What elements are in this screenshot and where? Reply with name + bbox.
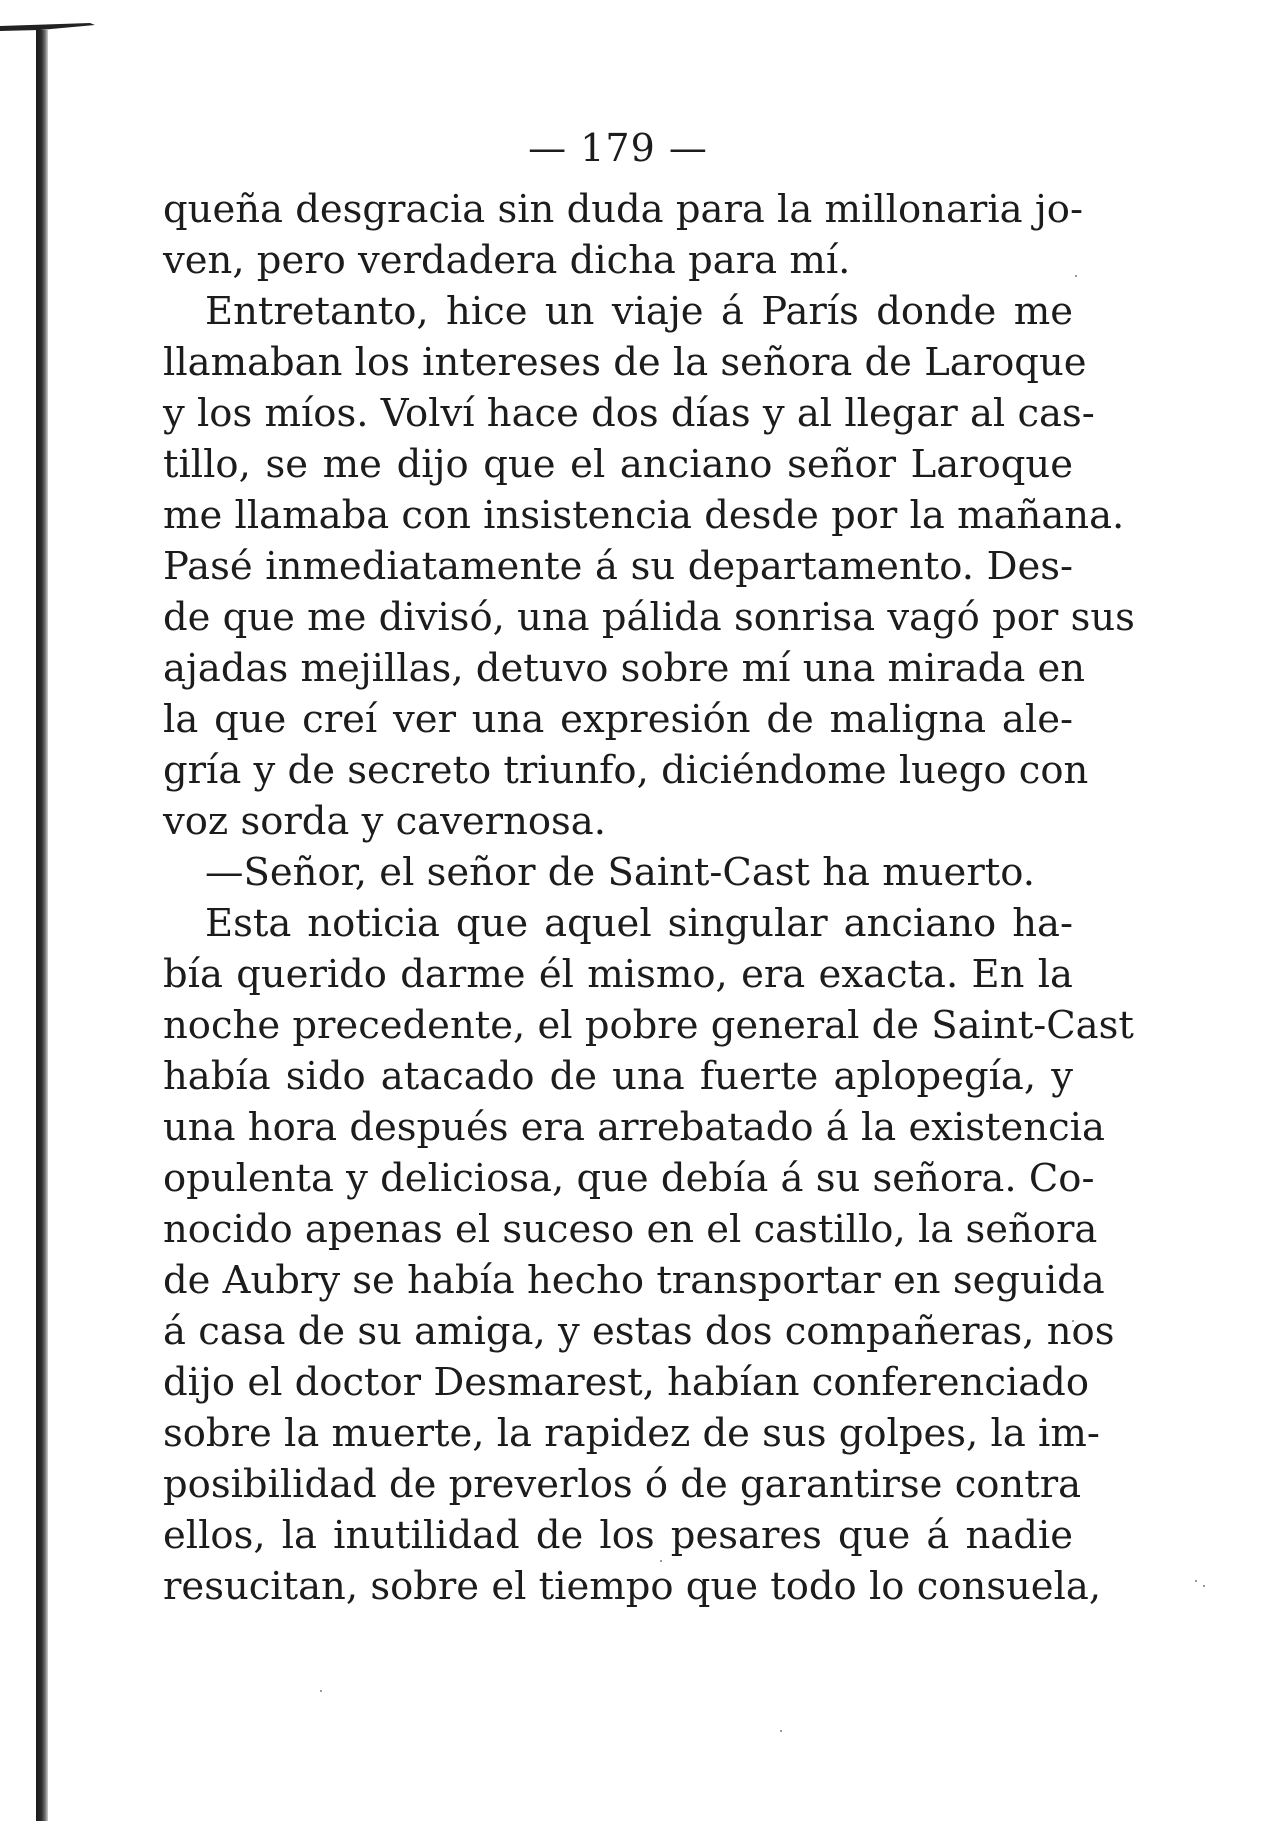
text-line: queña desgracia sin duda para la millonaria jo- xyxy=(163,187,1083,232)
text-line: á casa de su amiga, y estas dos compañeras, nos xyxy=(163,1309,1115,1354)
text-line: me llamaba con insistencia desde por la mañana. xyxy=(163,493,1125,538)
text-block xyxy=(163,120,1135,1612)
text-line: llamaban los intereses de la señora de Laroque xyxy=(163,340,1087,385)
text-line: sobre la muerte, la rapidez de sus golpes, la im- xyxy=(163,1411,1100,1456)
text-line: noche precedente, el pobre general de Saint-Cast xyxy=(163,1003,1134,1048)
text-line: había sido atacado de una fuerte aplopegía, y xyxy=(163,1054,1073,1099)
text-line: dijo el doctor Desmarest, habían conferenciado xyxy=(163,1360,1089,1405)
text-line: Pasé inmediatamente á su departamento. Des- xyxy=(163,544,1073,589)
text-line: resucitan, sobre el tiempo que todo lo consuela, xyxy=(163,1564,1102,1609)
page-number: — 179 — xyxy=(528,126,708,170)
text-line: bía querido darme él mismo, era exacta. En la xyxy=(163,952,1073,997)
text-line: —Señor, el señor de Saint-Cast ha muerto. xyxy=(205,850,1035,895)
text-line: la que creí ver una expresión de maligna ale- xyxy=(163,697,1073,742)
text-line: voz sorda y cavernosa. xyxy=(163,799,606,844)
text-line: de que me divisó, una pálida sonrisa vagó por sus xyxy=(163,595,1135,640)
text-line: de Aubry se había hecho transportar en seguida xyxy=(163,1258,1105,1303)
text-line: nocido apenas el suceso en el castillo, la señora xyxy=(163,1207,1098,1252)
text-line: Esta noticia que aquel singular anciano ha- xyxy=(205,901,1073,946)
text-line: ajadas mejillas, detuvo sobre mí una mirada en xyxy=(163,646,1086,691)
binding-top-mark xyxy=(0,22,100,32)
text-line: posibilidad de preverlos ó de garantirse contra xyxy=(163,1462,1082,1507)
text-line: ven, pero verdadera dicha para mí. xyxy=(163,238,851,283)
text-line: opulenta y deliciosa, que debía á su señora. Co- xyxy=(163,1156,1095,1201)
page-binding-edge xyxy=(36,30,48,1821)
text-line: una hora después era arrebatado á la existencia xyxy=(163,1105,1105,1150)
text-line: ellos, la inutilidad de los pesares que á nadie xyxy=(163,1513,1073,1558)
text-line: tillo, se me dijo que el anciano señor Laroque xyxy=(163,442,1073,487)
text-line: Entretanto, hice un viaje á París donde me xyxy=(205,289,1073,334)
text-line: y los míos. Volví hace dos días y al llegar al cas- xyxy=(163,391,1095,436)
text-line: gría y de secreto triunfo, diciéndome luego con xyxy=(163,748,1089,793)
